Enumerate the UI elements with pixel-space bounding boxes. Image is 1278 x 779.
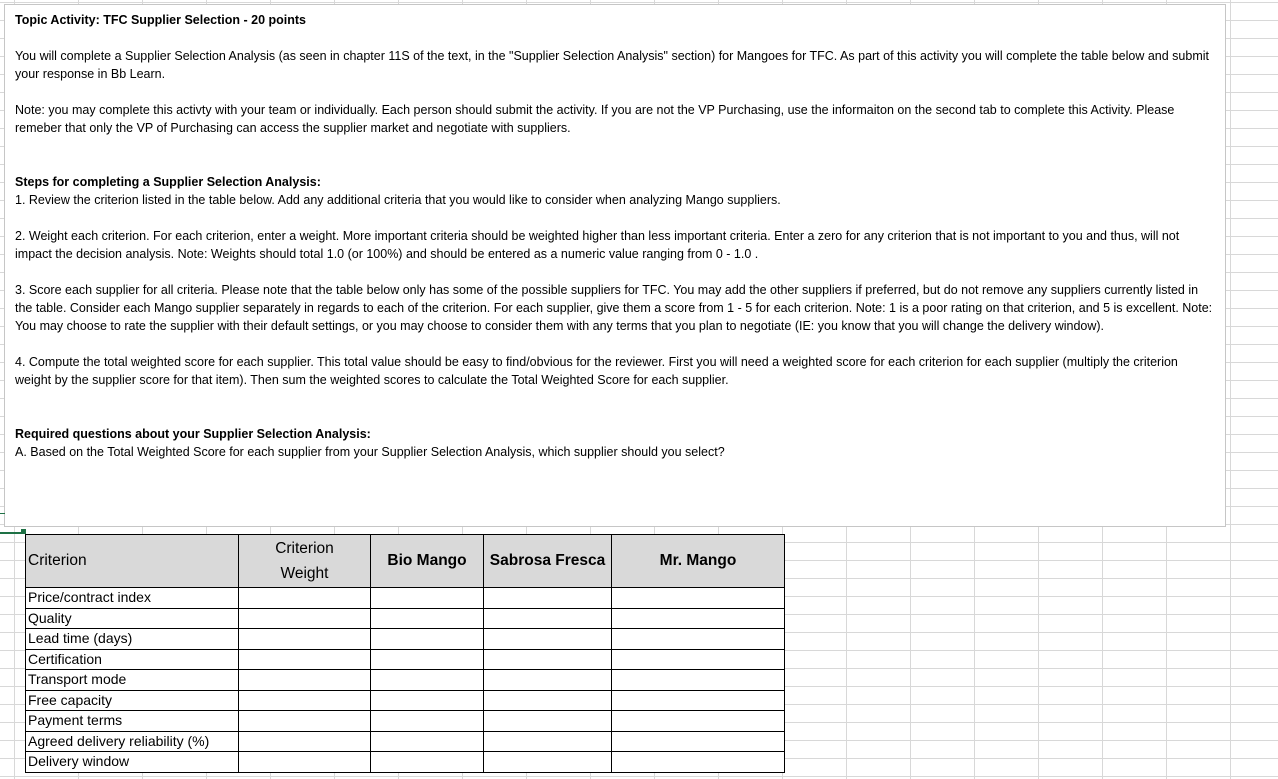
activity-intro: You will complete a Supplier Selection Analysis (as seen in chapter 11S of the text, in the "Supplier Selection Analysis" section) for Mangoes for TFC. As part of this activity you will complete the table below and submit your response in Bb Learn. — [15, 49, 1209, 81]
mr-mango-score-cell[interactable] — [612, 608, 785, 629]
table-row — [26, 649, 785, 670]
sabrosa-fresca-score-cell[interactable] — [484, 711, 612, 732]
bio-mango-score-cell[interactable] — [371, 690, 484, 711]
step-2: 2. Weight each criterion. For each criterion, enter a weight. More important criteria should be weighted higher than less important criteria. Enter a zero for any criterion that is not important to you and thus, will not impact the decision analysis. Note: Weights should total 1.0 (or 100%) and should be entered as a numeric value ranging from 0 - 1.0 . — [15, 229, 1180, 261]
mr-mango-score-cell[interactable] — [612, 711, 785, 732]
bio-mango-score-cell[interactable] — [371, 629, 484, 650]
bio-mango-score-cell[interactable] — [371, 649, 484, 670]
criterion-cell[interactable]: Agreed delivery reliability (%) — [26, 731, 239, 752]
header-supplier-sabrosa-fresca[interactable]: Sabrosa Fresca — [484, 535, 612, 588]
weight-cell[interactable] — [239, 629, 371, 650]
bio-mango-score-cell[interactable] — [371, 711, 484, 732]
weight-cell[interactable] — [239, 649, 371, 670]
criterion-cell[interactable]: Transport mode — [26, 670, 239, 691]
table-row — [26, 731, 785, 752]
header-supplier-mr-mango[interactable]: Mr. Mango — [612, 535, 785, 588]
step-3: 3. Score each supplier for all criteria. Please note that the table below only has some of the possible suppliers for TFC. You may add the other suppliers if preferred, but do not remove any suppliers currently listed in the table. Consider each Mango supplier separately in regards to each of the criterion. For each supplier, give them a score from 1 - 5 for each criterion. Note: 1 is a poor rating on that criterion, and 5 is excellent. Note: You may choose to rate the supplier with their default settings, or you may choose to consider them with any terms that you plan to negotiate (IE: you know that you will change the delivery window). — [15, 283, 1213, 333]
step-1: 1. Review the criterion listed in the table below. Add any additional criteria that you would like to consider when analyzing Mango suppliers. — [15, 193, 781, 207]
activity-note: Note: you may complete this activty with your team or individually. Each person should submit the activity. If you are not the VP Purchasing, use the informaiton on the second tab to complete this Activity. Please remeber that only the VP of Purchasing can access the supplier market and negotiate with suppliers. — [15, 103, 1175, 135]
table-row — [26, 629, 785, 650]
table-row — [26, 670, 785, 691]
sabrosa-fresca-score-cell[interactable] — [484, 690, 612, 711]
question-a: A. Based on the Total Weighted Score for each supplier from your Supplier Selection Analysis, which supplier should you select? — [15, 445, 725, 459]
mr-mango-score-cell[interactable] — [612, 649, 785, 670]
mr-mango-score-cell[interactable] — [612, 588, 785, 609]
activity-title: Topic Activity: TFC Supplier Selection - 20 points — [15, 13, 307, 27]
criterion-cell[interactable]: Certification — [26, 649, 239, 670]
weight-cell[interactable] — [239, 588, 371, 609]
step-4: 4. Compute the total weighted score for each supplier. This total value should be easy to find/obvious for the reviewer. First you will need a weighted score for each criterion for each supplier (multiply the criterion weight by the supplier score for that item). Then sum the weighted scores to calculate the Total Weighted Score for each supplier. — [15, 355, 1178, 387]
criterion-cell[interactable]: Price/contract index — [26, 588, 239, 609]
activity-textbox[interactable] — [4, 4, 1226, 527]
weight-cell[interactable] — [239, 711, 371, 732]
mr-mango-score-cell[interactable] — [612, 629, 785, 650]
header-criterion-weight[interactable] — [239, 535, 371, 588]
sabrosa-fresca-score-cell[interactable] — [484, 629, 612, 650]
mr-mango-score-cell[interactable] — [612, 690, 785, 711]
bio-mango-score-cell[interactable] — [371, 752, 484, 773]
criterion-cell[interactable]: Quality — [26, 608, 239, 629]
bio-mango-score-cell[interactable] — [371, 731, 484, 752]
mr-mango-score-cell[interactable] — [612, 731, 785, 752]
sabrosa-fresca-score-cell[interactable] — [484, 588, 612, 609]
weight-cell[interactable] — [239, 690, 371, 711]
mr-mango-score-cell[interactable] — [612, 752, 785, 773]
sabrosa-fresca-score-cell[interactable] — [484, 649, 612, 670]
header-supplier-bio-mango[interactable]: Bio Mango — [371, 535, 484, 588]
sabrosa-fresca-score-cell[interactable] — [484, 731, 612, 752]
bio-mango-score-cell[interactable] — [371, 608, 484, 629]
table-row — [26, 690, 785, 711]
weight-cell[interactable] — [239, 731, 371, 752]
table-row — [26, 608, 785, 629]
criterion-cell[interactable]: Free capacity — [26, 690, 239, 711]
bio-mango-score-cell[interactable] — [371, 670, 484, 691]
steps-heading: Steps for completing a Supplier Selection Analysis: — [15, 175, 321, 189]
mr-mango-score-cell[interactable] — [612, 670, 785, 691]
criterion-cell[interactable]: Delivery window — [26, 752, 239, 773]
weight-cell[interactable] — [239, 752, 371, 773]
table-row — [26, 588, 785, 609]
bio-mango-score-cell[interactable] — [371, 588, 484, 609]
criterion-cell[interactable]: Payment terms — [26, 711, 239, 732]
sabrosa-fresca-score-cell[interactable] — [484, 752, 612, 773]
table-header-row — [26, 535, 785, 588]
sabrosa-fresca-score-cell[interactable] — [484, 608, 612, 629]
header-weight-line2: Weight — [280, 565, 329, 582]
selection-border-left — [0, 513, 5, 514]
header-weight-line1: Criterion — [275, 540, 334, 557]
header-criterion[interactable]: Criterion — [26, 535, 239, 588]
criterion-cell[interactable]: Lead time (days) — [26, 629, 239, 650]
table-row — [26, 752, 785, 773]
questions-heading: Required questions about your Supplier Selection Analysis: — [15, 427, 371, 441]
table-row — [26, 711, 785, 732]
sabrosa-fresca-score-cell[interactable] — [484, 670, 612, 691]
weight-cell[interactable] — [239, 608, 371, 629]
supplier-selection-table — [25, 534, 785, 773]
weight-cell[interactable] — [239, 670, 371, 691]
